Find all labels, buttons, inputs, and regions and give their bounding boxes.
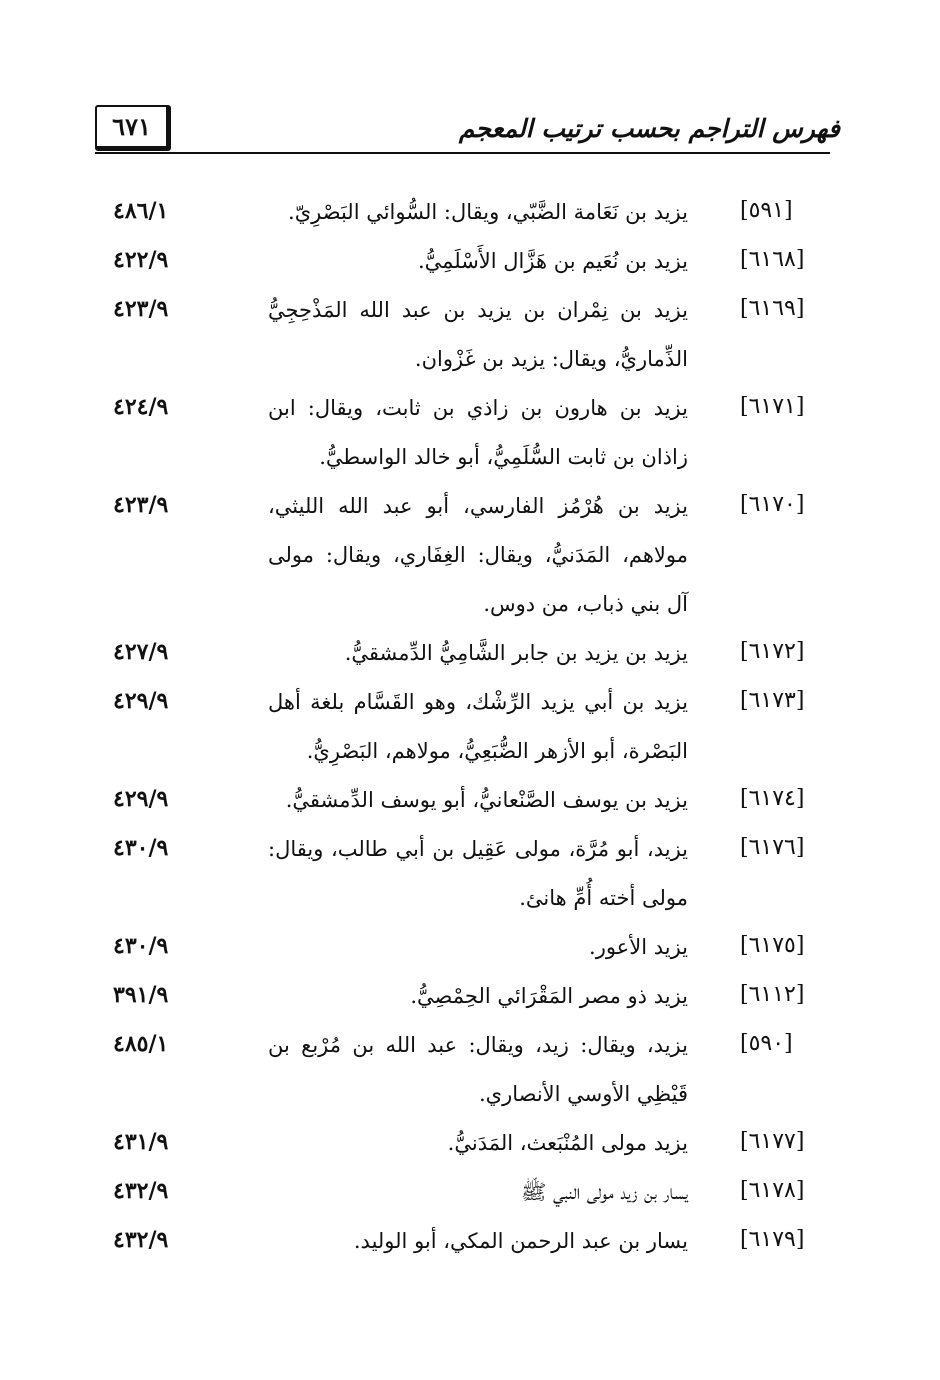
volume-page-ref: ٤٣٢/٩	[113, 1178, 169, 1204]
entry-text: يزيد بن نَعَامة الضَّبّي، ويقال: السُّوائي البَصْرِيّ.	[288, 200, 688, 224]
entry-number: [٦١٧٨]	[740, 1178, 805, 1203]
entry-number: [٦١٧٠]	[740, 492, 805, 517]
entry-number: [٦١٧٣]	[740, 688, 805, 713]
volume-page-ref: ٤٢٣/٩	[113, 296, 169, 322]
volume-page-ref: ٤٢٢/٩	[113, 247, 169, 273]
entry-text: يزيد بن نُعَيم بن هَزَّال الأَسْلَمِيُّ.	[417, 249, 688, 273]
entry-number: [٦١٧٢]	[740, 639, 805, 664]
entry-number: [٦١٧٦]	[740, 835, 805, 860]
page-number: ٦٧١	[95, 105, 171, 151]
volume-page-ref: ٤٢٣/٩	[113, 492, 169, 518]
running-title: فهرس التراجم بحسب ترتيب المعجم	[458, 114, 840, 143]
volume-page-ref: ٤٢٧/٩	[113, 639, 169, 665]
volume-page-ref: ٤٣١/٩	[113, 1129, 169, 1155]
entry-number: [٦١٦٨]	[740, 247, 805, 272]
entry-text: يزيد مولى المُنْبَعث، المَدَنيُّ.	[447, 1131, 688, 1155]
volume-page-ref: ٤٨٦/١	[113, 198, 169, 224]
entry-number: [٥٩١]	[740, 198, 793, 223]
entry-text: يزيد، ويقال: زيد، ويقال: عبد الله بن مُرْبع بن قَيْظِي الأوسي الأنصاري.	[268, 1033, 688, 1106]
entry-text: يسار بن عبد الرحمن المكي، أبو الوليد.	[353, 1229, 688, 1253]
entry-text: يزيد الأعور.	[589, 935, 688, 959]
volume-page-ref: ٤٢٩/٩	[113, 688, 169, 714]
entry-number: [٦١٦٩]	[740, 296, 805, 321]
entry-text: يزيد بن هُرْمُز الفارسي، أبو عبد الله الليثي، مولاهم، المَدَنيُّ، ويقال: الغِفَاري، ويقال: مولى آل بني ذباب، من دوس.	[268, 494, 688, 616]
entry-number: [٦١٧٤]	[740, 786, 805, 811]
entry-number: [٦١٧٥]	[740, 933, 805, 958]
entry-number: [٦١٧١]	[740, 394, 805, 419]
volume-page-ref: ٣٩١/٩	[113, 982, 169, 1008]
entry-text: يزيد بن أبي يزيد الرِّشْك، وهو القَسَّام بلغة أهل البَصْرة، أبو الأزهر الضُّبَعِيُّ، مولاهم، البَصْرِيُّ.	[268, 690, 688, 763]
entry-text: يزيد بن يزيد بن جابر الشَّامِيُّ الدِّمشقيُّ.	[344, 641, 688, 665]
volume-page-ref: ٤٢٩/٩	[113, 786, 169, 812]
volume-page-ref: ٤٢٤/٩	[113, 394, 169, 420]
entry-number: [٦١٧٩]	[740, 1227, 805, 1252]
entry-text: يزيد بن هارون بن زاذي بن ثابت، ويقال: ابن زاذان بن ثابت السُّلَمِيُّ، أبو خالد الواسطيُّ.	[268, 396, 688, 469]
volume-page-ref: ٤٣٠/٩	[113, 835, 169, 861]
entry-text: يزيد بن يوسف الصَّنْعانيُّ، أبو يوسف الدِّمشقيُّ.	[285, 788, 688, 812]
volume-page-ref: ٤٣٠/٩	[113, 933, 169, 959]
entry-text: يزيد بن نِمْران بن يزيد بن عبد الله المَذْحِجِيُّ الذِّماريُّ، ويقال: يزيد بن غَزْوان.	[268, 298, 688, 371]
volume-page-ref: ٤٨٥/١	[113, 1031, 169, 1057]
entry-text: يزيد، أبو مُرَّة، مولى عَقِيل بن أبي طالب، ويقال: مولى أخته أُمِّ هانئ.	[268, 837, 688, 910]
header-divider	[95, 152, 830, 154]
entry-number: [٥٩٠]	[740, 1031, 793, 1056]
entry-text: يسار بن زيد مولى النبي ﷺ	[520, 1180, 688, 1204]
entry-text: يزيد ذو مصر المَقْرَائي الحِمْصِيُّ.	[410, 984, 688, 1008]
entry-number: [٦١١٢]	[740, 982, 805, 1007]
entry-number: [٦١٧٧]	[740, 1129, 805, 1154]
volume-page-ref: ٤٣٢/٩	[113, 1227, 169, 1253]
